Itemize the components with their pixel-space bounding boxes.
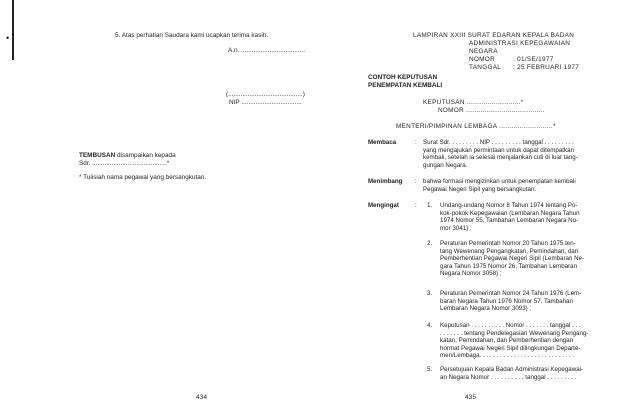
mengingat-item-4-text: Keputusan . . . . . . . . . . Nomor . . . . . . . tanggal . . . . . . . . . . tentang Pendelegasian Wewenang Pengang- katan, Pemindahan, dan Pemberhentian dengan hormat Pegawai Negeri Sipil dilingkungan Departe- men/Lembaga. . . . . . . . . . . . . . . . . . . . . . . . . . . . <box>440 322 589 360</box>
contoh-line-1: CONTOH KEPUTUSAN <box>368 74 438 81</box>
mengingat-item-5-text: Persetujuan Kepala Badan Administrasi Kepegawai- an Negara Nomor . . . . . . . . . . tanggal . . . . . . . . . <box>440 366 584 381</box>
mengingat-item-2-number: 2. <box>427 240 433 247</box>
nomor-dotted-line: NOMOR ...................................... <box>438 107 545 114</box>
mengingat-colon: : <box>415 202 417 209</box>
signature-parentheses: (..........................................) <box>226 91 305 98</box>
nomor-label: NOMOR <box>469 56 495 63</box>
membaca-text: Surat Sdr. . . . . . . . . NIP . . . . . . . . . tanggal . . . . . . . . . yang mengajukan permintaan untuk dapat ditempatkan kembali, setelah ia selesai menjalankan cuti di luar tang- gungan Negara. <box>423 139 578 169</box>
sdr-line: Sdr. ..........................................* <box>79 160 170 167</box>
page-number-right: 435 <box>465 394 477 401</box>
footnote: * Tulisiah nama pegawai yang bersangkutan. <box>79 174 207 181</box>
margin-dot: • <box>6 33 10 43</box>
mengingat-item-2-text: Peraturan Pemerintah Nomor 20 Tahun 1975 ten- tang Wewenang Pengangkatan, Pemindahan, dan Pemberhentian Pegawai Negeri Sipil (Lembaran Ne- gara Tahun 1975 Nomor 26, Tambahan Lembaran Negara Nomor 3058) ; <box>440 240 585 278</box>
tanggal-label: TANGGAL <box>469 64 502 71</box>
header-line-1: LAMPIRAN XXIII SURAT EDARAN KEPALA BADAN <box>413 32 575 39</box>
membaca-colon: : <box>415 139 417 146</box>
nip-line: NIP .................................. <box>229 99 302 106</box>
an-line: A.n. .................................... <box>228 47 306 54</box>
membaca-label: Membaca <box>368 139 397 146</box>
header-line-3: NEGARA <box>469 48 498 55</box>
mengingat-item-1-number: 1. <box>427 202 433 209</box>
tembusan-title: TEMBUSAN <box>79 152 116 159</box>
header-line-2: ADMINISTRASI KEPEGAWAIAN <box>469 40 571 47</box>
nomor-value: : 01/SE/1977 <box>513 56 554 63</box>
menimbang-colon: : <box>415 178 417 185</box>
mengingat-item-5-number: 5. <box>427 366 433 373</box>
tembusan-heading <box>79 152 176 160</box>
menimbang-label: Menimbang <box>368 178 403 185</box>
menteri-line: MENTERI/PIMPINAN LEMBAGA ..........................* <box>396 123 556 130</box>
mengingat-item-3-text: Peraturan Pemerintah Nomor 24 Tahun 1976 (Lem- baran Negara Tahun 1976 Nomor 57, Tambahan Lembaran Negara Nomor 3093) ; <box>440 290 582 313</box>
contoh-line-2: PENEMPATAN KEMBALI <box>368 82 443 89</box>
right-page <box>318 0 638 418</box>
left-page <box>0 0 318 418</box>
mengingat-item-1-text: Undang-undang Nomor 8 Tahun 1974 tentang Po- kok-pokok Kepegawaian (Lembaran Negara Tahun 1974 Nomor 55, Tambahan Lembaran Negara No- mor 3041) ; <box>440 202 580 232</box>
tanggal-value: : 25 FEBRUARI 1977 <box>513 64 580 71</box>
binding-spine <box>12 0 14 60</box>
keputusan-line: KEPUTUSAN ..........................* <box>423 99 524 106</box>
mengingat-label: Mengingat <box>368 202 399 209</box>
page-number-left: 434 <box>196 394 208 401</box>
item-5-text: 5. Atas perhatian Saudara kami ucapkan terima kasih. <box>115 32 269 39</box>
tembusan-rest: disampaikan kepada <box>117 152 176 159</box>
mengingat-item-4-number: 4. <box>427 322 433 329</box>
mengingat-item-3-number: 3. <box>427 290 433 297</box>
menimbang-text: bahwa formasi mengizinkan untuk penempatan kembali Pegawai Negeri Sipil yang bersangkutan. <box>423 178 576 193</box>
